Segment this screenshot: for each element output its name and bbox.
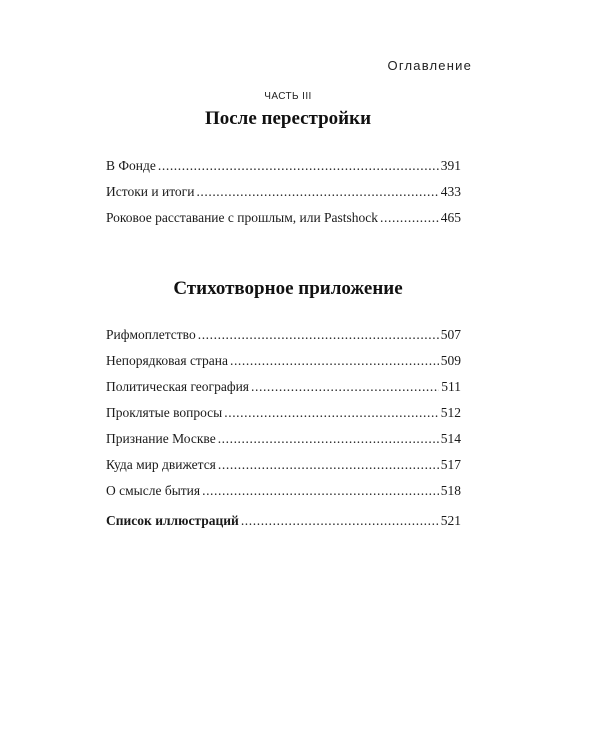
- toc-entry-page: 521: [440, 513, 461, 528]
- dot-leader: [251, 378, 439, 396]
- dot-leader: [218, 430, 439, 448]
- toc-entry[interactable]: [106, 456, 461, 482]
- toc-entry[interactable]: [106, 183, 461, 209]
- dot-leader: [196, 183, 438, 201]
- toc-entry-title: Роковое расставание с прошлым, или Pastshock: [106, 210, 379, 225]
- section-title-poetry-appendix: Стихотворное приложение: [173, 278, 403, 299]
- toc-section-poetry-appendix: [106, 326, 461, 508]
- dot-leader: [241, 512, 439, 530]
- toc-entry-title: О смысле бытия: [106, 483, 201, 498]
- running-head: Оглавление: [387, 58, 472, 73]
- dot-leader: [218, 456, 439, 474]
- dot-leader: [380, 209, 439, 227]
- toc-entry-title: Истоки и итоги: [106, 184, 195, 199]
- dot-leader: [230, 352, 439, 370]
- toc-entry[interactable]: [106, 157, 461, 183]
- toc-entry[interactable]: [106, 352, 461, 378]
- toc-entry-page: 512: [440, 405, 461, 420]
- part-label: ЧАСТЬ III: [264, 91, 312, 102]
- toc-entry-title: В Фонде: [106, 158, 156, 173]
- toc-entry-page: 509: [440, 353, 461, 368]
- dot-leader: [158, 157, 439, 175]
- section-title-after-perestroika: После перестройки: [204, 108, 372, 129]
- toc-entry-page: 391: [440, 158, 461, 173]
- toc-entry-title: Признание Москве: [106, 431, 216, 446]
- toc-entry-title: Рифмоплетство: [106, 327, 196, 342]
- toc-entry-title: Список иллюстраций: [106, 513, 239, 528]
- toc-entry-title: Проклятые вопросы: [106, 405, 223, 420]
- toc-entry-page: 514: [440, 431, 461, 446]
- dot-leader: [198, 326, 439, 344]
- toc-section-illustrations: [106, 512, 461, 538]
- toc-entry-page: 433: [440, 184, 461, 199]
- toc-entry-page: 507: [440, 327, 461, 342]
- toc-entry[interactable]: [106, 404, 461, 430]
- toc-entry-page: 517: [440, 457, 461, 472]
- toc-entry[interactable]: [106, 326, 461, 352]
- toc-entry-page: 511: [441, 379, 461, 394]
- dot-leader: [202, 482, 439, 500]
- toc-entry[interactable]: [106, 378, 461, 404]
- toc-entry[interactable]: [106, 482, 461, 508]
- toc-entry-page: 518: [440, 483, 461, 498]
- toc-entry[interactable]: [106, 430, 461, 456]
- dot-leader: [224, 404, 439, 422]
- toc-entry-illustrations[interactable]: [106, 512, 461, 538]
- toc-section-after-perestroika: [106, 157, 461, 235]
- toc-entry-title: Куда мир движется: [106, 457, 216, 472]
- toc-entry-page: 465: [440, 210, 461, 225]
- toc-entry-title: Политическая география: [106, 379, 250, 394]
- toc-entry[interactable]: [106, 209, 461, 235]
- toc-entry-title: Непорядковая страна: [106, 353, 228, 368]
